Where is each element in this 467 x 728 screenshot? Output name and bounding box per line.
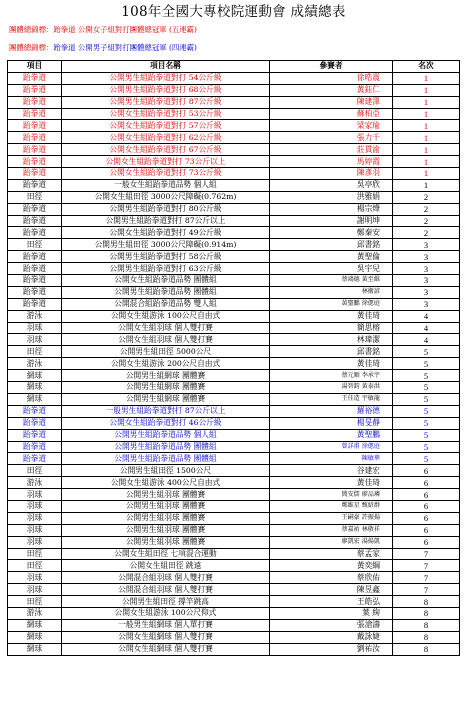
header-rank: 名次 [393, 61, 460, 73]
table-row [8, 453, 460, 465]
cell-category: 羽球 [8, 524, 62, 536]
table-row [8, 417, 460, 429]
cell-category: 網球 [8, 370, 62, 382]
table-row [8, 358, 460, 370]
cell-rank: 6 [393, 465, 460, 477]
cell-participant: 吳亭欣 [270, 179, 393, 191]
header-event: 項目名稱 [62, 61, 270, 73]
cell-participant: 羅裕德 [270, 405, 393, 417]
cell-participant: 黃聖倫 [270, 251, 393, 263]
cell-event: 公開女生組網球 個人雙打賽 [62, 643, 270, 655]
cell-event: 公開男生組跆拳道對打 68公斤級 [62, 84, 270, 96]
table-row [8, 215, 460, 227]
cell-participant: 陳彥羽 [270, 168, 393, 180]
cell-rank: 8 [393, 607, 460, 619]
cell-rank: 1 [393, 132, 460, 144]
table-row [8, 584, 460, 596]
cell-rank: 6 [393, 524, 460, 536]
cell-participant: 林衛諺 [270, 286, 393, 298]
table-row [8, 108, 460, 120]
cell-event: 公開男生組跆拳道品勢 團體組 [62, 286, 270, 298]
table-row [8, 286, 460, 298]
cell-participant: 谷建宏 [270, 465, 393, 477]
table-row [8, 84, 460, 96]
table-row [8, 334, 460, 346]
cell-event: 公開男生組跆拳道對打 58公斤級 [62, 251, 270, 263]
cell-category: 田徑 [8, 596, 62, 608]
table-row [8, 132, 460, 144]
cell-rank: 4 [393, 334, 460, 346]
table-header-row [8, 61, 460, 73]
table-row [8, 500, 460, 512]
cell-event: 公開女生組田徑 七項混合運動 [62, 548, 270, 560]
cell-category: 游泳 [8, 477, 62, 489]
cell-rank: 8 [393, 643, 460, 655]
cell-category: 游泳 [8, 310, 62, 322]
cell-event: 公開男生組網球 團體賽 [62, 382, 270, 394]
table-row [8, 393, 460, 405]
cell-category: 網球 [8, 631, 62, 643]
cell-participant: 蔡嘉祐 林敬祥 [270, 524, 393, 536]
cell-event: 一般女生組跆拳道品勢 個人組 [62, 179, 270, 191]
cell-participant: 蔡鴻德 黃至維 [270, 275, 393, 287]
cell-category: 跆拳道 [8, 286, 62, 298]
cell-participant: 廖凱宏 湯揚凱 [270, 536, 393, 548]
cell-rank: 1 [393, 108, 460, 120]
cell-category: 跆拳道 [8, 84, 62, 96]
cell-category: 跆拳道 [8, 405, 62, 417]
cell-participant: 謝明坤 [270, 215, 393, 227]
cell-event: 公開女生組跆拳道對打 62公斤級 [62, 132, 270, 144]
cell-rank: 4 [393, 322, 460, 334]
cell-participant: 簡安儒 廖品璘 [270, 489, 393, 501]
cell-rank: 8 [393, 619, 460, 631]
cell-rank: 7 [393, 548, 460, 560]
table-row [8, 251, 460, 263]
cell-category: 跆拳道 [8, 275, 62, 287]
cell-rank: 3 [393, 275, 460, 287]
cell-event: 公開男生組跆拳道對打 63公斤級 [62, 263, 270, 275]
cell-rank: 5 [393, 370, 460, 382]
cell-category: 游泳 [8, 607, 62, 619]
cell-event: 公開女生組跆拳道對打 53公斤級 [62, 108, 270, 120]
header-participant: 參賽者 [270, 61, 393, 73]
cell-category: 跆拳道 [8, 168, 62, 180]
table-row [8, 370, 460, 382]
cell-event: 公開混合組羽球 個人雙打賽 [62, 584, 270, 596]
cell-participant: 蔡孟家 [270, 548, 393, 560]
table-row [8, 477, 460, 489]
cell-participant: 陳建澤 [270, 96, 393, 108]
cell-event: 公開男生組跆拳道品勢 個人組 [62, 429, 270, 441]
cell-rank: 5 [393, 393, 460, 405]
cell-event: 一般男生組跆拳道對打 87公斤以上 [62, 405, 270, 417]
team-title-note-women [9, 25, 197, 34]
cell-participant: 蔡元順 李承宇 [270, 370, 393, 382]
cell-participant: 馬婷霞 [270, 156, 393, 168]
cell-event: 公開女生組游泳 400公尺自由式 [62, 477, 270, 489]
table-row [8, 239, 460, 251]
table-row [8, 120, 460, 132]
cell-category: 跆拳道 [8, 417, 62, 429]
results-body [8, 72, 460, 655]
cell-category: 跆拳道 [8, 72, 62, 84]
cell-category: 跆拳道 [8, 144, 62, 156]
header-category: 項目 [8, 61, 62, 73]
cell-event: 公開男生組跆拳道對打 87公斤以上 [62, 215, 270, 227]
cell-rank: 4 [393, 310, 460, 322]
cell-participant: 王嗣豪 許振揚 [270, 512, 393, 524]
cell-category: 跆拳道 [8, 298, 62, 310]
cell-category: 跆拳道 [8, 203, 62, 215]
cell-event: 公開女生組跆拳道品勢 團體組 [62, 275, 270, 287]
table-row [8, 465, 460, 477]
cell-category: 田徑 [8, 346, 62, 358]
cell-event: 公開女生組網球 個人雙打賽 [62, 631, 270, 643]
table-row [8, 96, 460, 108]
cell-participant: 陳昱鑫 [270, 584, 393, 596]
cell-rank: 5 [393, 346, 460, 358]
table-row [8, 298, 460, 310]
table-row [8, 548, 460, 560]
cell-category: 跆拳道 [8, 227, 62, 239]
cell-event: 公開男生組田徑 1500公尺 [62, 465, 270, 477]
cell-event: 公開男生組田徑 5000公尺 [62, 346, 270, 358]
cell-rank: 2 [393, 203, 460, 215]
table-row [8, 405, 460, 417]
note-text: 公開女子組對打團體總冠軍 [77, 25, 167, 34]
cell-participant: 楊宗燁 [270, 203, 393, 215]
cell-event: 公開男生組羽球 團體賽 [62, 536, 270, 548]
cell-category: 跆拳道 [8, 263, 62, 275]
cell-rank: 7 [393, 560, 460, 572]
cell-rank: 3 [393, 286, 460, 298]
cell-event: 公開男生組田徑 撐竿跳高 [62, 596, 270, 608]
cell-rank: 1 [393, 84, 460, 96]
cell-category: 田徑 [8, 560, 62, 572]
cell-category: 田徑 [8, 465, 62, 477]
table-row [8, 227, 460, 239]
cell-category: 跆拳道 [8, 132, 62, 144]
table-row [8, 156, 460, 168]
cell-rank: 5 [393, 358, 460, 370]
cell-participant: 劉祐汝 [270, 643, 393, 655]
cell-participant: 楊旻靜 [270, 417, 393, 429]
cell-category: 網球 [8, 619, 62, 631]
cell-rank: 6 [393, 536, 460, 548]
table-row [8, 560, 460, 572]
table-row [8, 179, 460, 191]
cell-rank: 2 [393, 227, 460, 239]
cell-category: 跆拳道 [8, 120, 62, 132]
cell-event: 公開女生組跆拳道對打 67公斤級 [62, 144, 270, 156]
cell-category: 跆拳道 [8, 251, 62, 263]
results-table [7, 60, 460, 656]
cell-event: 公開女生組跆拳道對打 73公斤以上 [62, 156, 270, 168]
cell-rank: 1 [393, 144, 460, 156]
cell-event: 公開男生組跆拳道對打 87公斤級 [62, 96, 270, 108]
cell-rank: 1 [393, 72, 460, 84]
cell-category: 跆拳道 [8, 96, 62, 108]
cell-rank: 6 [393, 489, 460, 501]
cell-rank: 5 [393, 429, 460, 441]
cell-event: 公開女生組羽球 個人雙打賽 [62, 322, 270, 334]
cell-participant: 黃奕綱 [270, 560, 393, 572]
team-title-note-men [9, 43, 197, 52]
cell-participant: 葉 絢 [270, 607, 393, 619]
cell-event: 公開男生組網球 團體賽 [62, 370, 270, 382]
cell-event: 公開男生組網球 團體賽 [62, 393, 270, 405]
cell-participant: 張力千 [270, 132, 393, 144]
cell-rank: 5 [393, 382, 460, 394]
cell-event: 公開女生組跆拳道對打 57公斤級 [62, 120, 270, 132]
cell-rank: 1 [393, 168, 460, 180]
cell-rank: 3 [393, 251, 460, 263]
cell-participant: 陳敏華 [270, 453, 393, 465]
table-row [8, 572, 460, 584]
cell-rank: 6 [393, 500, 460, 512]
table-row [8, 441, 460, 453]
table-row [8, 168, 460, 180]
cell-rank: 1 [393, 96, 460, 108]
cell-category: 田徑 [8, 548, 62, 560]
cell-rank: 8 [393, 596, 460, 608]
table-row [8, 607, 460, 619]
cell-participant: 張滄濤 [270, 619, 393, 631]
cell-participant: 曾詳甫 徐偲庭 [270, 441, 393, 453]
cell-category: 網球 [8, 382, 62, 394]
cell-event: 公開男生組跆拳道對打 80公斤級 [62, 203, 270, 215]
cell-event: 公開男生組羽球 團體賽 [62, 512, 270, 524]
table-row [8, 72, 460, 84]
cell-rank: 1 [393, 179, 460, 191]
cell-event: 公開女生組跆拳道對打 49公斤級 [62, 227, 270, 239]
cell-category: 羽球 [8, 536, 62, 548]
cell-category: 網球 [8, 393, 62, 405]
cell-category: 田徑 [8, 239, 62, 251]
table-row [8, 536, 460, 548]
note-prefix: 團體總錦標： [9, 43, 54, 52]
cell-rank: 5 [393, 417, 460, 429]
cell-rank: 7 [393, 584, 460, 596]
cell-rank: 1 [393, 156, 460, 168]
table-row [8, 144, 460, 156]
table-row [8, 322, 460, 334]
note-sport: 跆拳道 [53, 43, 76, 52]
cell-rank: 1 [393, 120, 460, 132]
cell-category: 羽球 [8, 489, 62, 501]
cell-participant: 鄭維星 甄紹群 [270, 500, 393, 512]
cell-rank: 7 [393, 572, 460, 584]
table-row [8, 512, 460, 524]
cell-participant: 戴詠婕 [270, 631, 393, 643]
cell-participant: 莊貫渝 [270, 144, 393, 156]
cell-category: 游泳 [8, 358, 62, 370]
cell-category: 跆拳道 [8, 179, 62, 191]
table-row [8, 382, 460, 394]
table-row [8, 203, 460, 215]
table-row [8, 191, 460, 203]
table-row [8, 643, 460, 655]
cell-rank: 3 [393, 298, 460, 310]
cell-category: 跆拳道 [8, 429, 62, 441]
cell-participant: 洪雅娟 [270, 191, 393, 203]
cell-participant: 吳宇兒 [270, 263, 393, 275]
note-sport: 跆拳道 [53, 25, 76, 34]
cell-event: 公開女生組游泳 100公尺自由式 [62, 310, 270, 322]
cell-participant: 湯智鈞 黃泰洪 [270, 382, 393, 394]
cell-category: 跆拳道 [8, 108, 62, 120]
cell-rank: 2 [393, 215, 460, 227]
cell-participant: 黃鈺仁 [270, 84, 393, 96]
cell-rank: 6 [393, 477, 460, 489]
cell-rank: 5 [393, 453, 460, 465]
table-row [8, 429, 460, 441]
cell-event: 公開女生組游泳 100公尺仰式 [62, 607, 270, 619]
cell-participant: 黃佳琦 [270, 477, 393, 489]
cell-category: 羽球 [8, 334, 62, 346]
cell-participant: 王佳造 宇敏龍 [270, 393, 393, 405]
cell-participant: 簡思榕 [270, 322, 393, 334]
cell-participant: 黃佳琦 [270, 358, 393, 370]
table-row [8, 596, 460, 608]
cell-category: 跆拳道 [8, 453, 62, 465]
page-title: 108年全國大專校院運動會 成績總表 [121, 4, 346, 20]
cell-participant: 黃聖鵬 [270, 429, 393, 441]
cell-participant: 邱書銘 [270, 239, 393, 251]
note-text: 公開男子組對打團體總冠軍 [77, 43, 167, 52]
cell-participant: 黃佳琦 [270, 310, 393, 322]
cell-category: 羽球 [8, 572, 62, 584]
cell-rank: 5 [393, 441, 460, 453]
cell-event: 公開男生組跆拳道對打 54公斤級 [62, 72, 270, 84]
table-row [8, 619, 460, 631]
cell-category: 田徑 [8, 191, 62, 203]
cell-participant: 蘇柏亞 [270, 108, 393, 120]
cell-event: 公開女生組跆拳道對打 46公斤級 [62, 417, 270, 429]
cell-category: 跆拳道 [8, 215, 62, 227]
cell-participant: 王皓弘 [270, 596, 393, 608]
note-extra: (四連霸) [168, 43, 197, 52]
cell-rank: 8 [393, 631, 460, 643]
cell-participant: 鄭秦安 [270, 227, 393, 239]
cell-event: 公開男生組田徑 3000公尺障礙(0.914m) [62, 239, 270, 251]
table-row [8, 263, 460, 275]
cell-rank: 5 [393, 405, 460, 417]
cell-event: 公開混合組跆拳道品勢 雙人組 [62, 298, 270, 310]
cell-event: 公開男生組羽球 團體賽 [62, 524, 270, 536]
cell-category: 羽球 [8, 322, 62, 334]
cell-event: 公開女生組田徑 3000公尺障礙(0.762m) [62, 191, 270, 203]
table-row [8, 346, 460, 358]
cell-event: 公開男生組跆拳道品勢 團體組 [62, 453, 270, 465]
note-extra: (五連霸) [168, 25, 197, 34]
cell-category: 跆拳道 [8, 156, 62, 168]
cell-event: 公開女生組游泳 200公尺自由式 [62, 358, 270, 370]
cell-rank: 3 [393, 263, 460, 275]
cell-event: 公開女生組田徑 跳遠 [62, 560, 270, 572]
cell-event: 公開男生組羽球 團體賽 [62, 500, 270, 512]
cell-event: 公開男生組跆拳道品勢 團體組 [62, 441, 270, 453]
cell-rank: 6 [393, 512, 460, 524]
cell-participant: 蔡欣佑 [270, 572, 393, 584]
cell-rank: 2 [393, 191, 460, 203]
table-row [8, 631, 460, 643]
cell-rank: 3 [393, 239, 460, 251]
cell-event: 公開混合組羽球 個人雙打賽 [62, 572, 270, 584]
table-row [8, 310, 460, 322]
cell-category: 網球 [8, 643, 62, 655]
cell-participant: 黃聖鵬 徐偲庭 [270, 298, 393, 310]
table-row [8, 489, 460, 501]
cell-category: 羽球 [8, 584, 62, 596]
cell-category: 羽球 [8, 512, 62, 524]
table-row [8, 524, 460, 536]
table-row [8, 275, 460, 287]
cell-event: 一般男生組網球 個人單打賽 [62, 619, 270, 631]
cell-participant: 徐晧震 [270, 72, 393, 84]
note-prefix: 團體總錦標： [9, 25, 54, 34]
cell-participant: 梁家瑜 [270, 120, 393, 132]
cell-category: 羽球 [8, 500, 62, 512]
cell-participant: 邱書銘 [270, 346, 393, 358]
cell-category: 跆拳道 [8, 441, 62, 453]
cell-participant: 林瑋潔 [270, 334, 393, 346]
cell-event: 公開女生組跆拳道對打 73公斤級 [62, 168, 270, 180]
cell-event: 公開男生組羽球 團體賽 [62, 489, 270, 501]
cell-event: 公開女生組羽球 個人雙打賽 [62, 334, 270, 346]
